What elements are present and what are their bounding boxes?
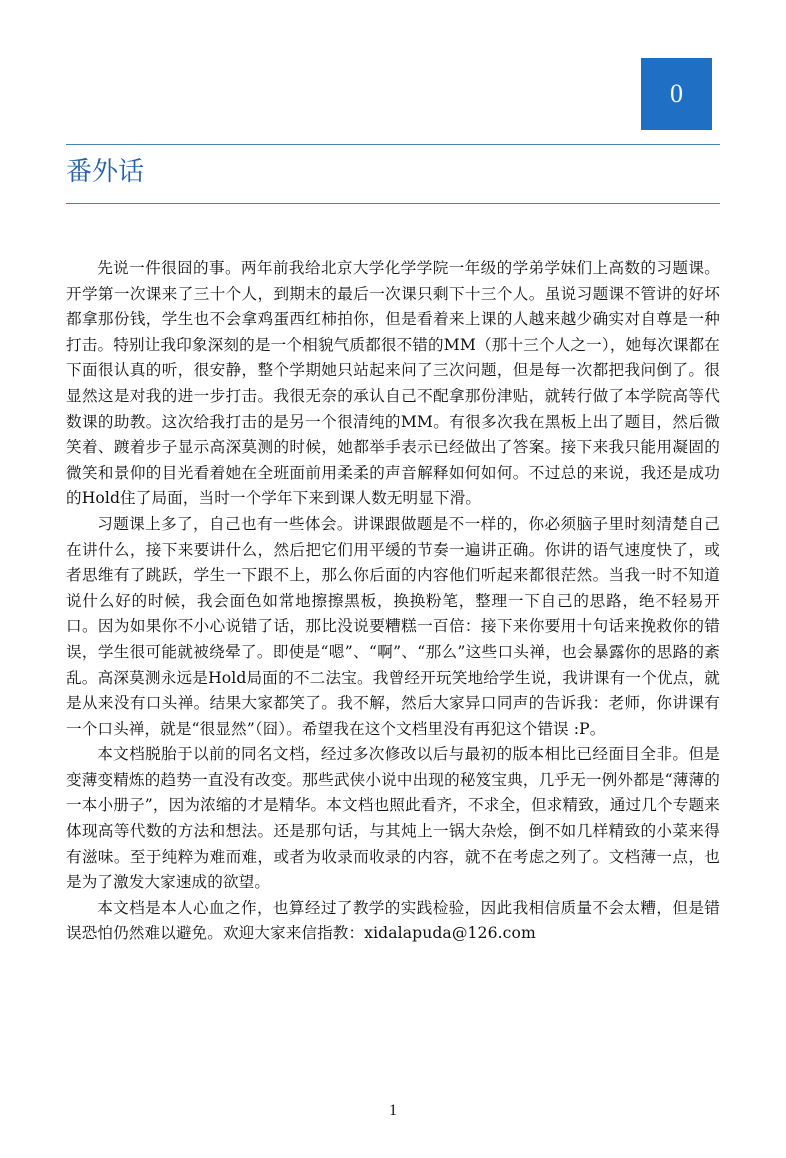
body-text: [66, 256, 720, 947]
paragraph: 先说一件很囧的事。两年前我给北京大学化学学院一年级的学弟学妹们上高数的习题课。开学第一次课来了三十个人，到期末的最后一次课只剩下十三个人。虽说习题课不管讲的好坏都拿那份钱，学生也不会拿鸡蛋西红柿拍你，但是看着来上课的人越来越少确实对自尊是一种打击。特别让我印象深刻的是一个相貌气质都很不错的MM（那十三个人之一），她每次课都在下面很认真的听，很安静，整个学期她只站起来问了三次问题，但是每一次都把我问倒了。很显然这是对我的进一步打击。我很无奈的承认自己不配拿那份津贴，就转行做了本学院高等代数课的助教。这次给我打击的是另一个很清纯的MM。有很多次我在黑板上出了题目，然后微笑着、踱着步子显示高深莫测的时候，她都举手表示已经做出了答案。接下来我只能用凝固的微笑和景仰的目光看着她在全班面前用柔柔的声音解释如何如何。不过总的来说，我还是成功的Hold住了局面，当时一个学年下来到课人数无明显下滑。: [66, 259, 720, 508]
paragraph: 本文档脱胎于以前的同名文档，经过多次修改以后与最初的版本相比已经面目全非。但是变薄变精炼的趋势一直没有改变。那些武侠小说中出现的秘笈宝典，几乎无一例外都是“薄薄的一本小册子”，因为浓缩的才是精华。本文档也照此看齐，不求全，但求精致，通过几个专题来体现高等代数的方法和想法。还是那句话，与其炖上一锅大杂烩，倒不如几样精致的小菜来得有滋味。至于纯粹为难而难，或者为收录而收录的内容，就不在考虑之列了。文档薄一点，也是为了激发大家速成的欲望。: [66, 745, 720, 892]
page-number: 1: [389, 1102, 397, 1119]
paragraph: 习题课上多了，自己也有一些体会。讲课跟做题是不一样的，你必须脑子里时刻清楚自己在讲什么，接下来要讲什么，然后把它们用平缓的节奏一遍讲正确。你讲的语气速度快了，或者思维有了跳跃，学生一下跟不上，那么你后面的内容他们听起来都很茫然。当我一时不知道说什么好的时候，我会面色如常地擦擦黑板，换换粉笔，整理一下自己的思路，绝不轻易开口。因为如果你不小心说错了话，那比没说要糟糕一百倍：接下来你要用十句话来挽救你的错误，学生很可能就被绕晕了。即使是“嗯”、“啊”、“那么”这些口头禅，也会暴露你的思路的紊乱。高深莫测永远是Hold局面的不二法宝。我曾经开玩笑地给学生说，我讲课有一个优点，就是从来没有口头禅。结果大家都笑了。我不解，然后大家异口同声的告诉我：老师，你讲课有一个口头禅，就是“很显然”（囧）。希望我在这个文档里没有再犯这个错误 :P。: [66, 514, 720, 738]
chapter-number: 0: [670, 79, 683, 108]
chapter-number-box: [641, 58, 712, 130]
title-bottom-rule: [66, 203, 720, 204]
title-top-rule: [66, 144, 720, 145]
paragraph: 本文档是本人心血之作，也算经过了教学的实践检验，因此我相信质量不会太糟，但是错误恐怕仍然难以避免。欢迎大家来信指教：xidalapuda@126.com: [66, 898, 720, 943]
chapter-title: 番外话: [66, 157, 145, 187]
